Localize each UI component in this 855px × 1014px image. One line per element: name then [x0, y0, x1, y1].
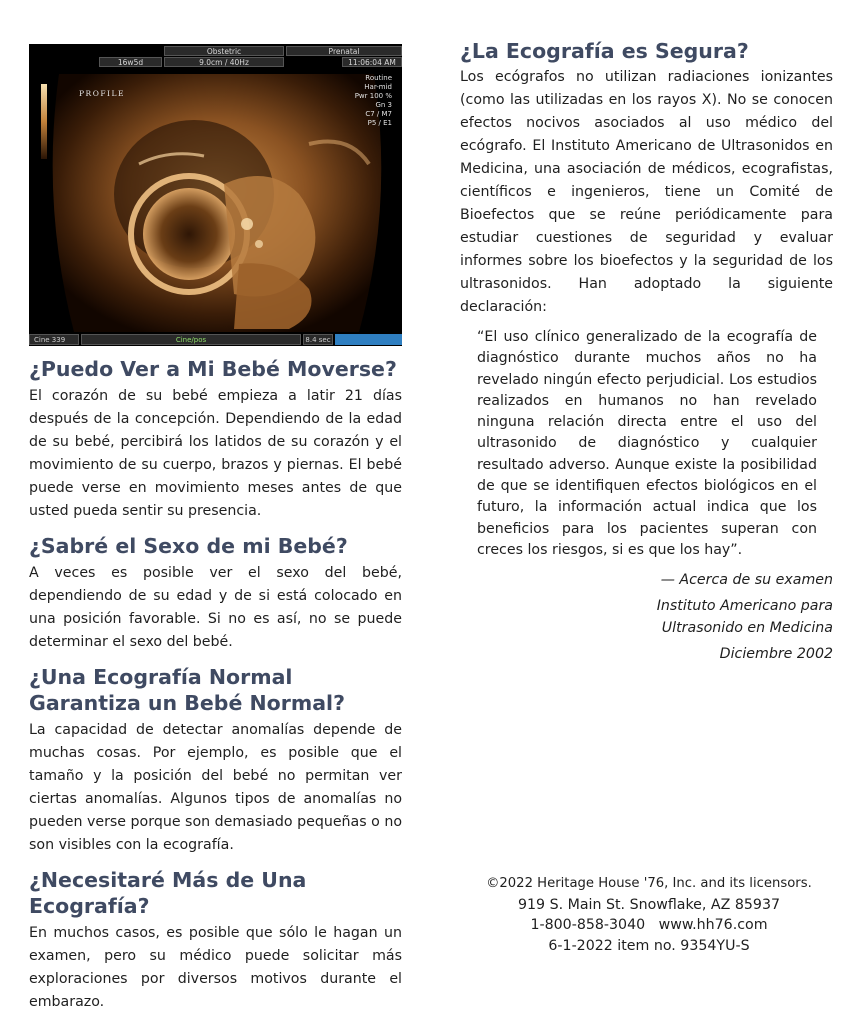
cine-progress-bar: [335, 334, 402, 345]
setting-line: Har-mid: [364, 83, 392, 91]
time-label: 11:06:04 AM: [342, 57, 402, 67]
cine-position: Cine/pos: [81, 334, 301, 345]
attribution-source: — Acerca de su examen: [660, 572, 833, 589]
attribution-org-line2: Ultrasonido en Medicina: [661, 620, 833, 637]
section-text: En muchos casos, es posible que sólo le hagan un examen, pero su médico puede solicitar más exploraciones por diversos motivos durante el embarazo.: [29, 925, 402, 1010]
ultrasound-footer: [29, 333, 402, 346]
copyright-line: ©2022 Heritage House '76, Inc. and its licensors.: [486, 876, 812, 891]
item-number-line: 6-1-2022 item no. 9354YU-S: [548, 937, 750, 954]
section-more-ultrasounds: [29, 867, 402, 1014]
safety-heading: ¿La Ecografía es Segura?: [460, 39, 749, 63]
section-heading: ¿Sabré el Sexo de mi Bebé?: [29, 534, 348, 558]
address-line: 919 S. Main St. Snowflake, AZ 85937: [517, 896, 781, 913]
setting-line: Pwr 100 %: [354, 92, 392, 100]
profile-label: PROFILE: [79, 89, 125, 98]
setting-line: P5 / E1: [367, 119, 392, 127]
scan-settings: [342, 74, 392, 128]
section-heading: ¿Una Ecografía Normal Garantiza un Bebé Normal?: [29, 665, 345, 715]
cine-duration: 8.4 sec: [303, 334, 333, 345]
cine-counter: Cine 339: [29, 334, 79, 345]
gestational-age-label: 16w5d: [99, 57, 162, 67]
attribution-org-line1: Instituto Americano para: [656, 598, 833, 615]
section-see-baby-move: [29, 356, 402, 523]
section-heading: ¿Necesitaré Más de Una Ecografía?: [29, 868, 307, 918]
exam-type-label: Obstetric: [164, 46, 284, 56]
ultrasound-image: [29, 44, 402, 346]
grayscale-bar: [41, 84, 47, 159]
quote-text: “El uso clínico generalizado de la ecografía de diagnóstico durante muchos años no ha revelado ningún efecto perjudicial. Los estudios realizados en humanos no han revelado ninguna relación directa entre el uso del ultrasonido de diagnóstico y cualquier resultado adverso. Aunque existe la posibilidad de que se identifiquen efectos biológicos en el futuro, la información actual indica que los beneficios para los pacientes superan con creces los riesgos, si es que los hay”.: [477, 329, 817, 558]
setting-line: Gn 3: [375, 101, 392, 109]
preset-label: Prenatal: [286, 46, 402, 56]
publisher-footer: [466, 874, 832, 956]
section-text: A veces es posible ver el sexo del bebé, dependiendo de su edad y de si está colocado en una posición favorable. Si no es así, no se puede determinar el sexo del bebé.: [29, 565, 402, 650]
section-heading: ¿Puedo Ver a Mi Bebé Moverse?: [29, 357, 397, 381]
section-text: La capacidad de detectar anomalías depende de muchas cosas. Por ejemplo, es posible que el tamaño y la posición del bebé no permitan ver ciertas anomalías. Algunos tipos de anomalías no pueden verse porque son demasiado pequeñas o no son visibles con la ecografía.: [29, 722, 403, 853]
section-baby-sex: [29, 533, 402, 654]
section-normal-ultrasound: [29, 664, 402, 857]
contact-line: 1-800-858-3040 www.hh76.com: [530, 917, 768, 933]
setting-line: Routine: [365, 74, 392, 82]
left-column: [29, 44, 402, 1014]
quote-attribution: [460, 569, 833, 665]
setting-line: C7 / M7: [365, 110, 392, 118]
right-column: [460, 38, 833, 665]
aium-quote: [477, 327, 817, 561]
ultrasound-header: [29, 44, 402, 70]
depth-frequency-label: 9.0cm / 40Hz: [164, 57, 284, 67]
section-text: El corazón de su bebé empieza a latir 21 días después de la concepción. Dependiendo de la edad de su bebé, percibirá los latidos de su corazón y el movimiento de su cuerpo, brazos y piernas. El bebé puede verse en movimiento meses antes de que usted pueda sentir su presencia.: [29, 388, 402, 519]
safety-text: Los ecógrafos no utilizan radiaciones ionizantes (como las utilizadas en los rayos X). No se conocen efectos nocivos asociados al uso médico del ecógrafo. El Instituto Americano de Ultrasonidos en Medicina, una asociación de médicos, ecografistas, científicos e ingenieros, tiene un Comité de Bioefectos que se reúne periódicamente para estudiar cuestiones de seguridad y evaluar informes sobre los bioefectos y la seguridad de los ultrasonidos. Han adoptado la siguiente declaración:: [460, 69, 833, 315]
attribution-date: Diciembre 2002: [719, 646, 833, 663]
